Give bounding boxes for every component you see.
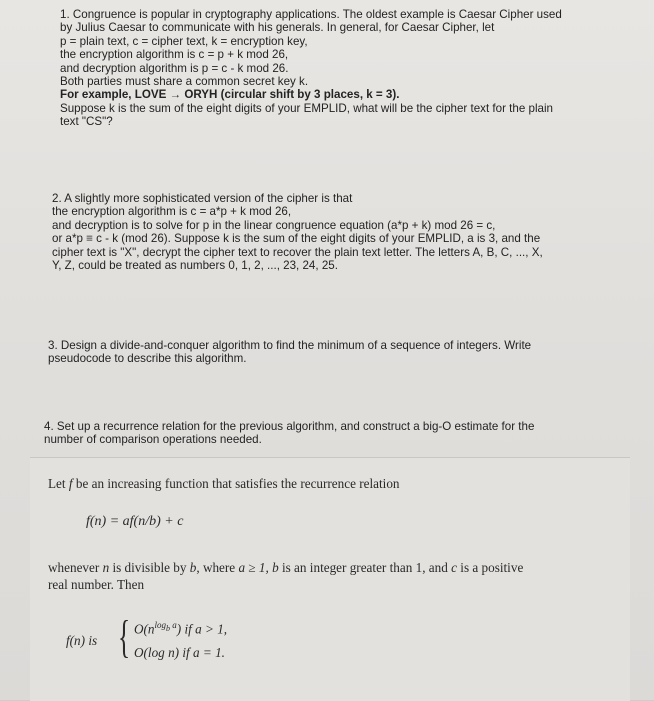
cond-text-d: is an integer greater than 1, and (278, 560, 452, 575)
case1-sup-a: a (170, 620, 177, 630)
cond-text-a: whenever (48, 560, 103, 575)
q1-line-1: 1. Congruence is popular in cryptography applications. The oldest example is Caesar Cipher used (60, 8, 562, 21)
q2-line-4: or a*p ≡ c - k (mod 26). Suppose k is the sum of the eight digits of your EMPLID, a is 3, and the (52, 232, 541, 246)
case2-expr: O(log n) (134, 645, 180, 660)
q2-line-1: 2. A slightly more sophisticated version of the cipher is that (52, 192, 353, 205)
question-4 (44, 420, 624, 447)
q3-line-2: pseudocode to describe this algorithm. (48, 352, 247, 366)
left-brace: { (118, 611, 131, 662)
q2-line-6: Y, Z, could be treated as numbers 0, 1, 2, ..., 23, 24, 25. (52, 259, 338, 273)
q4-line-1: 4. Set up a recurrence relation for the previous algorithm, and construct a big-O estimate for the (44, 420, 535, 433)
case-2 (134, 645, 225, 661)
cond-b-var: b (189, 560, 197, 575)
cond-c-var: c (451, 560, 457, 575)
q2-line-2: the encryption algorithm is c = a*p + k mod 26, (52, 205, 292, 219)
q3-line-1: 3. Design a divide-and-conquer algorithm to find the minimum of a sequence of integers. Write (48, 339, 532, 352)
case1-close: ) (176, 621, 182, 637)
theorem-intro-pre: Let (48, 476, 69, 491)
case-1 (134, 620, 227, 637)
q1-line-5: and decryption algorithm is p = c - k mod 26. (60, 61, 289, 75)
question-3 (48, 339, 628, 366)
question-2 (52, 192, 632, 272)
q1-line-2: by Julius Caesar to communicate with his generals. In general, for Caesar Cipher, let (60, 21, 495, 35)
cond-text-b: is divisible by (109, 560, 190, 575)
theorem-intro-post: be an increasing function that satisfies the recurrence relation (72, 476, 400, 491)
case1-sup-b: b (166, 623, 171, 633)
theorem-condition-line-2: real number. Then (48, 577, 145, 592)
q4-line-2: number of comparison operations needed. (44, 433, 262, 447)
q1-line-3: p = plain text, c = cipher text, k = encryption key, (60, 34, 308, 48)
theorem-f-var: f (68, 476, 73, 491)
case1-condition: if a > 1, (181, 621, 228, 637)
recurrence-relation: f(n) = af(n/b) + c (86, 514, 184, 529)
case1-sup-log: log (154, 620, 167, 630)
q1-line-4: the encryption algorithm is c = p + k mod 26, (60, 48, 289, 62)
q1-line-8: Suppose k is the sum of the eight digits of your EMPLID, what will be the cipher text for the plain (60, 101, 553, 115)
cond-n-var: n (102, 560, 110, 575)
cond-inequality: a ≥ 1, b (238, 560, 279, 575)
case2-condition: if a = 1. (179, 645, 225, 660)
q1-line-9: text "CS"? (60, 115, 113, 129)
q2-line-3: and decryption is to solve for p in the linear congruence equation (a*p + k) mod 26 = c, (52, 218, 496, 232)
theorem-condition-line-1 (48, 560, 523, 576)
case1-O: O(n (134, 621, 155, 637)
theorem-intro (48, 476, 400, 492)
question-1 (60, 8, 640, 129)
fn-is-label: f(n) is (66, 633, 98, 648)
cond-text-e: is a positive (457, 560, 524, 575)
master-theorem-box (30, 457, 630, 701)
cond-text-c: , where (196, 560, 239, 575)
q1-line-6: Both parties must share a common secret key k. (60, 75, 309, 89)
q2-line-5: cipher text is "X", decrypt the cipher text to recover the plain text letter. The letters A, B, C, ..., X, (52, 245, 543, 259)
q1-line-7: For example, LOVE → ORYH (circular shift by 3 places, k = 3). (60, 88, 400, 102)
